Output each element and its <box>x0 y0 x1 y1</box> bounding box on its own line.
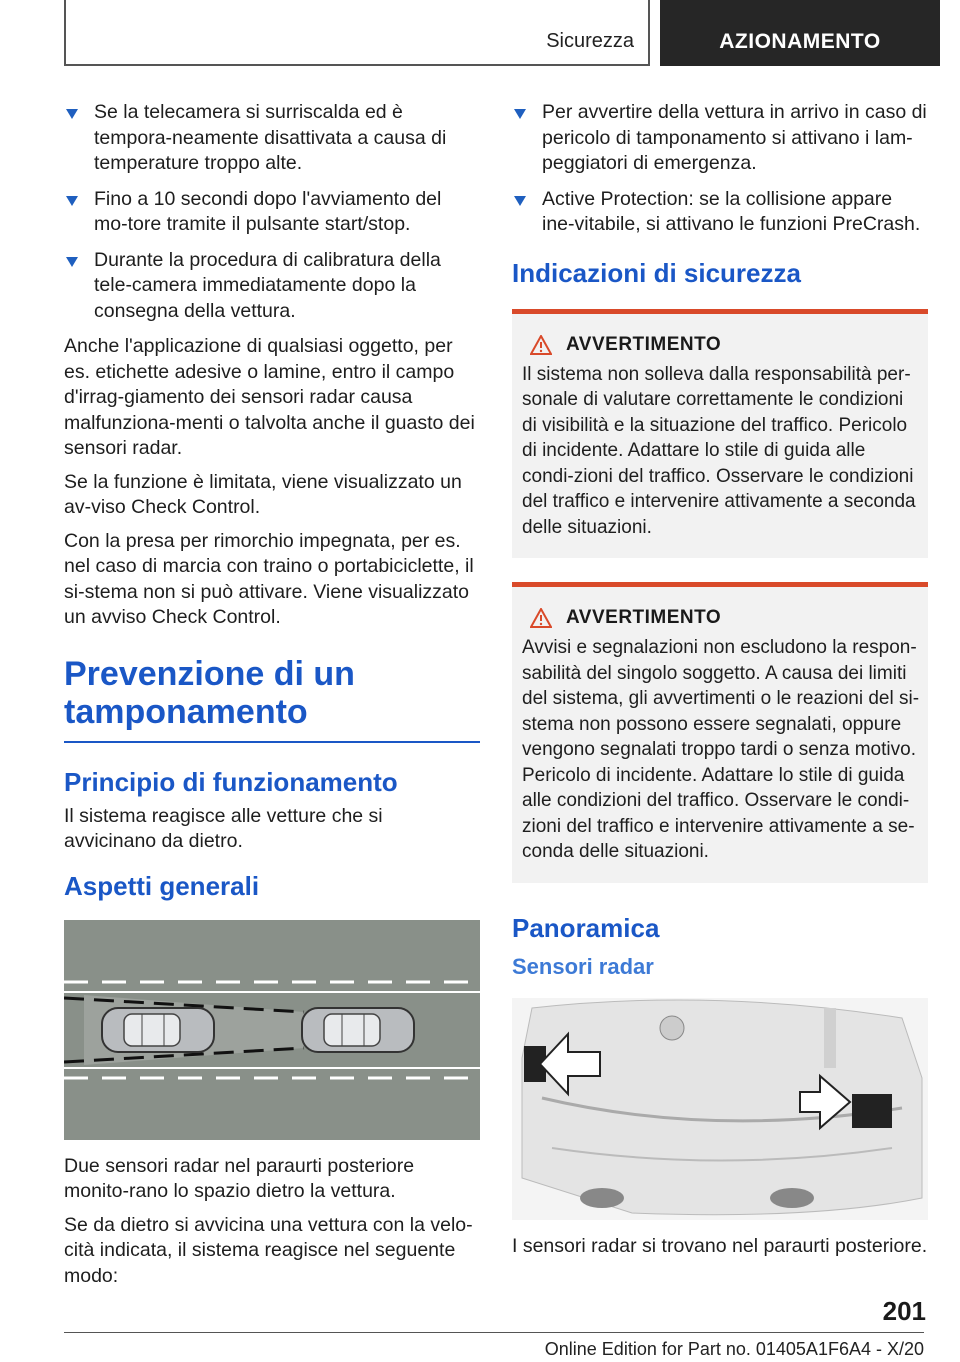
sub-subsection-heading: Sensori radar <box>512 953 654 979</box>
paragraph: Anche l'applicazione di qualsiasi oggetto, per es. etichette adesive o lamine, entro il campo d'irrag-giamento dei sensori radar causa malfunziona-menti o talvolta anche il guasto dei sensori radar. <box>64 335 475 459</box>
subsection-heading: Panoramica <box>512 912 660 943</box>
paragraph: Il sistema reagisce alle vetture che si avvicinano da dietro. <box>64 804 383 852</box>
warning-title: AVVERTIMENTO <box>522 334 920 356</box>
radar-sensor-photo <box>512 998 928 1220</box>
subsection-heading: Aspetti generali <box>64 870 260 901</box>
right-column <box>512 100 928 1267</box>
triangle-bullet-icon <box>66 109 78 119</box>
triangle-bullet-icon <box>66 196 78 206</box>
subsection-heading: Indicazioni di sicurezza <box>512 257 801 288</box>
warning-triangle-icon <box>530 335 552 355</box>
left-column <box>64 100 480 1297</box>
warning-text: Il sistema non solleva dalla responsabilità per-sonale di valutare correttamente le condizioni di visibilità e la situazione del traffico. Pericolo di incidente. Adattare lo stile di guida alle condi-zioni del traffico. Osservare le condizioni del traffico e intervenire attivamente a seconda delle situazioni. <box>522 363 916 538</box>
figure-caption: I sensori radar si trovano nel paraurti posteriore. <box>512 1234 928 1257</box>
subsection-heading: Principio di funzionamento <box>64 766 398 797</box>
left-bullet-list <box>64 100 480 324</box>
car-rear-image <box>512 998 928 1220</box>
right-bullet-list <box>512 100 928 238</box>
warning-box <box>512 309 928 559</box>
paragraph: Con la presa per rimorchio impegnata, per es. nel caso di marcia con traino o portabiciclette, il si-stema non si può attivare. Viene visualizzato un avviso Check Control. <box>64 529 474 628</box>
list-item: Active Protection: se la collisione appare ine-vitabile, si attivano le funzioni PreCrash. <box>512 187 928 238</box>
chapter-tab: AZIONAMENTO <box>660 0 940 66</box>
page-number: 201 <box>882 1296 926 1326</box>
list-item: Per avvertire della vettura in arrivo in caso di pericolo di tamponamento si attivano i lam-peggiatori di emergenza. <box>512 100 928 177</box>
figure-caption: Due sensori radar nel paraurti posteriore monito-rano lo spazio dietro la vettura. <box>64 1154 415 1202</box>
section-heading: Prevenzione di un tamponamento <box>64 655 480 743</box>
footer-edition: Online Edition for Part no. 01405A1F6A4 - X/20 <box>64 1332 924 1360</box>
triangle-bullet-icon <box>66 257 78 267</box>
road-illustration <box>64 920 480 1140</box>
warning-box <box>512 582 928 883</box>
list-item: Se la telecamera si surriscalda ed è tempora-neamente disattivata a causa di temperature troppo alte. <box>64 100 480 177</box>
road-diagram-image <box>64 920 480 1140</box>
warning-text: Avvisi e segnalazioni non escludono la respon-sabilità del singolo soggetto. A causa dei limiti del sistema, gli avvertimenti o le reazioni del si-stema non possono essere segnalati, oppure vengono segnalati troppo tardi o senza motivo. Pericolo di incidente. Adattare lo stile di guida alle condizioni del traffico. Osservare le condi-zioni del traffico e intervenire attivamente a se-conda delle situazioni. <box>522 637 920 862</box>
paragraph: Se la funzione è limitata, viene visualizzato un av-viso Check Control. <box>64 470 462 518</box>
paragraph: Se da dietro si avvicina una vettura con la velo-cità indicata, il sistema reagisce nel seguente modo: <box>64 1213 473 1287</box>
header-frame <box>64 0 650 66</box>
warning-title: AVVERTIMENTO <box>522 607 920 629</box>
list-item: Fino a 10 secondi dopo l'avviamento del mo-tore tramite il pulsante start/stop. <box>64 187 480 238</box>
section-title: Sicurezza <box>546 30 634 52</box>
list-item: Durante la procedura di calibratura della tele-camera immediatamente dopo la consegna della vettura. <box>64 248 480 325</box>
warning-triangle-icon <box>530 608 552 628</box>
triangle-bullet-icon <box>514 196 526 206</box>
triangle-bullet-icon <box>514 109 526 119</box>
